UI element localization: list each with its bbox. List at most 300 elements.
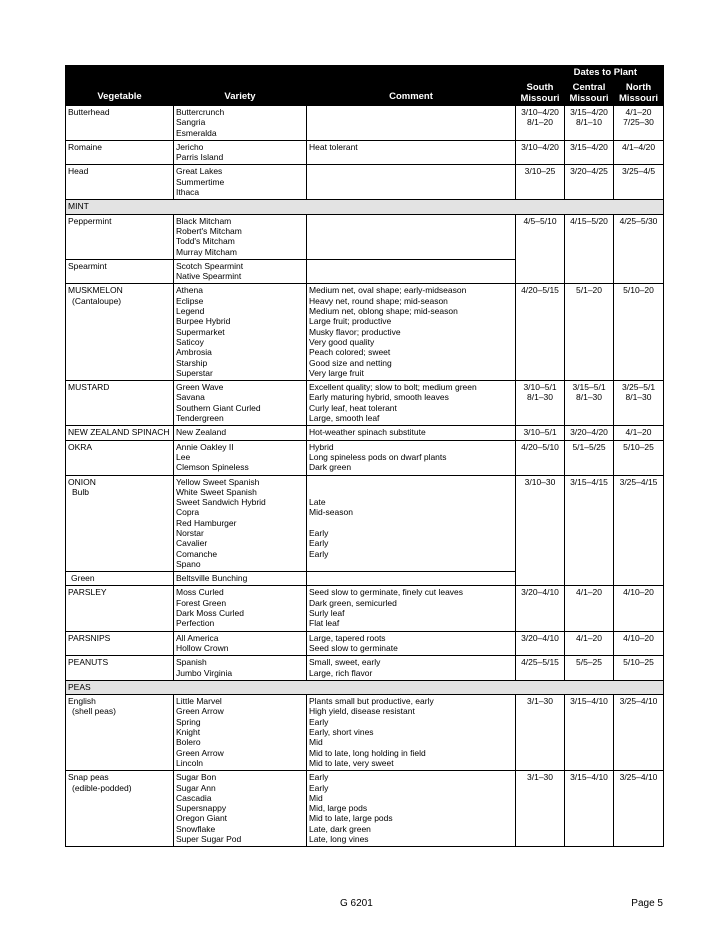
vegetable-cell-line: (edible-podded) [72, 782, 132, 793]
variety-cell-line: Tendergreen [176, 413, 224, 424]
vegetable-cell [66, 381, 174, 426]
comment-cell [307, 440, 516, 475]
variety-cell-line: Green Arrow [176, 747, 224, 758]
variety-cell-line: Comanche [176, 548, 218, 559]
vegetable-cell-line: PEANUTS [68, 657, 109, 668]
date-cell-north [614, 771, 664, 847]
variety-cell-line: Buttercrunch [176, 107, 225, 117]
comment-cell-line: Heavy net, round shape; mid-season [309, 295, 448, 306]
date-cell-central [565, 106, 614, 141]
comment-cell-line: Large, smooth leaf [309, 413, 380, 424]
variety-cell-line: Spano [176, 558, 201, 569]
variety-cell-line: Parris Island [176, 152, 224, 163]
variety-cell-line: Oregon Giant [176, 813, 228, 824]
comment-cell-line: Dark green, semicurled [309, 597, 397, 608]
vegetable-cell-line: Butterhead [68, 107, 110, 117]
comment-cell-line: Early [309, 782, 329, 793]
variety-cell [174, 106, 307, 141]
date-cell-north [614, 475, 664, 586]
comment-cell-line: Very large fruit [309, 367, 364, 378]
column-header-north-line1: North [625, 82, 652, 93]
variety-cell-line: Sangria [176, 117, 206, 128]
variety-cell-line: Copra [176, 507, 200, 518]
comment-cell-line: Early [309, 548, 329, 559]
date-cell-north-line: 4/10–20 [623, 587, 654, 598]
date-cell-central [565, 586, 614, 631]
date-cell-north [614, 586, 664, 631]
comment-cell-line: Seed slow to germinate, finely cut leaves [309, 587, 464, 598]
vegetable-cell [66, 259, 174, 284]
comment-cell-line: Small, sweet, early [309, 657, 381, 668]
table-row [66, 656, 664, 681]
date-cell-central-line: 8/1–10 [576, 117, 602, 128]
variety-cell-line: Supermarket [176, 326, 225, 337]
vegetable-cell-line: ONION [68, 476, 96, 487]
variety-cell [174, 284, 307, 381]
comment-cell-line: Early [309, 772, 329, 783]
variety-cell-line: Moss Curled [176, 587, 224, 598]
comment-cell-line: Early, short vines [309, 727, 374, 738]
table-row [66, 586, 664, 631]
variety-cell [174, 426, 307, 440]
date-cell-south [516, 695, 565, 771]
date-cell-north-line: 5/10–25 [623, 657, 654, 668]
vegetable-cell-line: Spearmint [68, 260, 107, 271]
vegetable-cell-line: Romaine [68, 141, 103, 152]
vegetable-cell-line: Peppermint [68, 215, 112, 226]
variety-cell-line: Murray Mitcham [176, 246, 237, 257]
date-cell-south [516, 440, 565, 475]
comment-cell-line: High yield, disease resistant [309, 706, 415, 717]
vegetable-cell [66, 440, 174, 475]
date-cell-north [614, 106, 664, 141]
comment-cell [307, 214, 516, 259]
vegetable-cell-line: MUSTARD [68, 382, 110, 393]
comment-cell-line: Plants small but productive, early [309, 696, 434, 707]
comment-cell-line: Early [309, 538, 329, 549]
date-cell-north-line: 3/25–4/10 [619, 696, 658, 707]
vegetable-cell [66, 106, 174, 141]
table-row [66, 214, 664, 259]
vegetable-cell-line: Head [68, 166, 89, 177]
date-cell-north-line: 3/25–4/15 [619, 476, 658, 487]
date-cell-south-line: 4/5–5/10 [523, 215, 557, 226]
comment-cell-line: Heat tolerant [309, 141, 358, 152]
date-cell-north-line: 4/10–20 [623, 632, 654, 643]
variety-cell-line: Green Arrow [176, 706, 224, 717]
section-label: MINT [66, 200, 664, 214]
comment-cell-line: Medium net, oval shape; early-midseason [309, 285, 467, 296]
table-row [66, 381, 664, 426]
column-header-central-line1: Central [572, 82, 606, 93]
variety-cell-line: Supersnappy [176, 803, 227, 814]
comment-cell-line [309, 518, 513, 528]
column-header-south [516, 81, 565, 106]
comment-cell-line: Hybrid [309, 441, 334, 452]
date-cell-north-line: 4/1–20 [625, 427, 652, 438]
vegetable-cell [66, 586, 174, 631]
column-header-central [565, 81, 614, 106]
vegetable-cell [66, 426, 174, 440]
vegetable-cell-line: PARSLEY [68, 587, 107, 598]
vegetable-cell [66, 771, 174, 847]
comment-cell-line: Mid [309, 792, 323, 803]
comment-cell [307, 586, 516, 631]
date-cell-south [516, 165, 565, 200]
variety-cell [174, 586, 307, 631]
variety-cell-line: Little Marvel [176, 696, 222, 707]
comment-cell-line: Large, rich flavor [309, 667, 373, 678]
variety-cell-line: Cavalier [176, 538, 208, 549]
variety-cell-line: Sweet Sandwich Hybrid [176, 497, 266, 508]
date-cell-central-line: 8/1–30 [576, 392, 602, 403]
comment-cell-line: Early maturing hybrid, smooth leaves [309, 392, 449, 403]
table-row [66, 631, 664, 656]
comment-cell-line: Hot-weather spinach substitute [309, 427, 426, 438]
vegetable-cell-line: MUSKMELON [68, 285, 123, 296]
variety-cell-line: Burpee Hybrid [176, 316, 231, 327]
comment-cell-line: Peach colored; sweet [309, 347, 391, 358]
comment-cell-line [309, 477, 513, 487]
variety-cell-line: Super Sugar Pod [176, 834, 242, 844]
date-cell-south-line: 3/1–30 [527, 696, 553, 707]
variety-cell-line: Lee [176, 451, 191, 462]
variety-cell [174, 631, 307, 656]
comment-cell [307, 771, 516, 847]
date-cell-south-line: 4/20–5/10 [521, 441, 559, 452]
column-header-north [614, 81, 664, 106]
variety-cell-line: Esmeralda [176, 127, 217, 138]
vegetable-cell [66, 695, 174, 771]
comment-cell-line: Long spineless pods on dwarf plants [309, 451, 447, 462]
column-header-north-line2: Missouri [618, 93, 659, 104]
date-cell-north-line: 5/10–20 [623, 285, 654, 296]
variety-cell-line: Eclipse [176, 295, 204, 306]
date-cell-north-line: 8/1–30 [625, 392, 652, 403]
date-cell-north [614, 214, 664, 284]
variety-cell [174, 165, 307, 200]
date-cell-south-line: 3/10–4/20 [521, 141, 559, 152]
comment-cell-line [309, 487, 513, 497]
page-footer [65, 898, 663, 912]
date-cell-south-line: 3/10–5/1 [523, 427, 557, 438]
comment-cell-line: Curly leaf, heat tolerant [309, 402, 397, 413]
date-cell-central [565, 440, 614, 475]
comment-cell [307, 165, 516, 200]
date-cell-north [614, 140, 664, 165]
comment-cell-line: Late, dark green [309, 823, 371, 834]
date-cell-central [565, 426, 614, 440]
comment-cell [307, 284, 516, 381]
variety-cell [174, 440, 307, 475]
comment-cell [307, 140, 516, 165]
date-cell-north [614, 656, 664, 681]
table-row [66, 695, 664, 771]
vegetable-cell [66, 572, 174, 586]
comment-cell-line: Mid to late, large pods [309, 813, 393, 824]
date-cell-central-line: 3/20–4/20 [570, 427, 608, 438]
variety-cell [174, 259, 307, 284]
date-cell-central [565, 381, 614, 426]
variety-cell-line: Jumbo Virginia [176, 667, 233, 678]
variety-cell-line: Ambrosia [176, 347, 212, 358]
vegetable-cell [66, 656, 174, 681]
variety-cell-line: Perfection [176, 618, 215, 629]
vegetable-cell-line: Bulb [72, 486, 90, 497]
vegetable-cell-line: Snap peas [68, 772, 109, 783]
variety-cell-line: All America [176, 632, 219, 643]
variety-cell [174, 140, 307, 165]
date-cell-central-line: 4/1–20 [576, 587, 602, 598]
date-cell-south [516, 381, 565, 426]
comment-cell-line: Medium net, oblong shape; mid-season [309, 306, 458, 317]
variety-cell-line: Black Mitcham [176, 215, 232, 226]
comment-cell-line: Mid-season [309, 507, 353, 518]
date-cell-north-line: 4/1–4/20 [621, 141, 656, 152]
date-cell-south [516, 214, 565, 284]
variety-cell-line: Scotch Spearmint [176, 260, 244, 271]
variety-cell-line: Hollow Crown [176, 642, 229, 653]
variety-cell-line: Spanish [176, 657, 207, 668]
table-row [66, 475, 664, 572]
vegetable-cell [66, 214, 174, 259]
planting-table-page [65, 65, 663, 847]
date-cell-north [614, 284, 664, 381]
variety-cell-line: Clemson Spineless [176, 462, 249, 473]
comment-cell-line: Mid [309, 737, 323, 748]
comment-cell-line: Dark green [309, 462, 352, 473]
date-cell-central [565, 771, 614, 847]
comment-cell-line: Late [309, 497, 326, 508]
date-cell-south [516, 284, 565, 381]
date-cell-central-line: 3/15–4/10 [570, 772, 608, 783]
variety-cell-line: Spring [176, 716, 201, 727]
variety-cell-line: Robert's Mitcham [176, 225, 242, 236]
comment-cell-line: Large fruit; productive [309, 316, 392, 327]
variety-cell-line: Yellow Sweet Spanish [176, 476, 260, 487]
date-cell-north [614, 426, 664, 440]
variety-cell-line: Starship [176, 357, 208, 368]
comment-cell [307, 631, 516, 656]
date-cell-central-line: 4/15–5/20 [570, 215, 608, 226]
date-cell-central [565, 631, 614, 656]
date-cell-central-line: 3/15–5/1 [572, 382, 606, 393]
date-cell-south [516, 140, 565, 165]
vegetable-cell [66, 631, 174, 656]
variety-cell-line: Lincoln [176, 757, 203, 768]
variety-cell-line: Athena [176, 285, 203, 296]
variety-cell-line: Knight [176, 727, 201, 738]
comment-cell-line: Early [309, 527, 329, 538]
comment-cell [307, 426, 516, 440]
date-cell-central [565, 695, 614, 771]
variety-cell-line: Cascadia [176, 792, 212, 803]
date-cell-south-line: 3/20–4/10 [521, 632, 559, 643]
header-row-top [66, 66, 664, 82]
comment-cell-line: Musky flavor; productive [309, 326, 401, 337]
date-cell-north-line: 4/1–20 [625, 107, 652, 117]
comment-cell [307, 572, 516, 586]
date-cell-north-line: 5/10–25 [623, 441, 654, 452]
vegetable-cell [66, 475, 174, 572]
comment-cell-line: Excellent quality; slow to bolt; medium green [309, 382, 477, 393]
date-cell-south-line: 3/10–30 [524, 476, 556, 487]
date-cell-central [565, 140, 614, 165]
variety-cell-line: Legend [176, 306, 205, 317]
variety-cell-line: Sugar Ann [176, 782, 216, 793]
vegetable-cell-line: English [68, 696, 96, 707]
comment-cell-line: Early [309, 716, 329, 727]
publication-code: G 6201 [340, 898, 373, 909]
variety-cell-line: New Zealand [176, 427, 227, 438]
comment-cell-line: Large, tapered roots [309, 632, 386, 643]
variety-cell-line: Red Hamburger [176, 517, 237, 528]
date-cell-south [516, 106, 565, 141]
variety-cell [174, 475, 307, 572]
date-cell-north [614, 440, 664, 475]
comment-cell-line: Surly leaf [309, 608, 345, 619]
column-header-dates-to-plant: Dates to Plant [516, 66, 664, 82]
date-cell-north [614, 165, 664, 200]
date-cell-south-line: 3/1–30 [527, 772, 553, 783]
comment-cell-line: Mid to late, long holding in field [309, 747, 426, 758]
section-row [66, 680, 664, 694]
variety-cell-line: Norstar [176, 527, 204, 538]
comment-cell-line [309, 559, 513, 569]
vegetable-cell [66, 140, 174, 165]
variety-cell-line: Superstar [176, 367, 213, 378]
date-cell-north [614, 631, 664, 656]
date-cell-central [565, 214, 614, 284]
column-header-vegetable: Vegetable [66, 66, 174, 106]
date-cell-south-line: 3/20–4/10 [521, 587, 559, 598]
variety-cell-line: Dark Moss Curled [176, 608, 245, 619]
variety-cell-line: Southern Giant Curled [176, 402, 261, 413]
variety-cell [174, 381, 307, 426]
comment-cell [307, 475, 516, 572]
vegetable-cell-line: OKRA [68, 441, 93, 452]
vegetable-cell-line: (shell peas) [72, 706, 116, 717]
date-cell-central [565, 475, 614, 586]
comment-cell-line: Mid, large pods [309, 803, 368, 814]
date-cell-north-line: 4/25–5/30 [619, 215, 658, 226]
variety-cell-line: Forest Green [176, 597, 227, 608]
date-cell-south-line: 3/10–5/1 [523, 382, 557, 393]
date-cell-south [516, 631, 565, 656]
variety-cell-line: Great Lakes [176, 166, 223, 177]
date-cell-south-line: 3/10–4/20 [521, 107, 559, 117]
date-cell-north-line: 3/25–4/10 [619, 772, 658, 783]
date-cell-south [516, 475, 565, 586]
vegetable-cell [66, 284, 174, 381]
date-cell-central-line: 3/15–4/15 [570, 476, 608, 487]
date-cell-north [614, 695, 664, 771]
date-cell-north-line: 3/25–4/5 [621, 166, 656, 177]
vegetable-cell-line: NEW ZEALAND SPINACH [68, 427, 170, 438]
date-cell-central [565, 656, 614, 681]
date-cell-central-line: 3/15–4/10 [570, 696, 608, 707]
vegetable-cell-line: (Cantaloupe) [72, 295, 122, 306]
comment-cell [307, 106, 516, 141]
date-cell-south [516, 656, 565, 681]
variety-cell [174, 771, 307, 847]
table-row [66, 284, 664, 381]
variety-cell-line: Annie Oakley II [176, 441, 234, 452]
column-header-south-line1: South [526, 82, 554, 93]
date-cell-south [516, 586, 565, 631]
page-number: Page 5 [631, 898, 663, 909]
variety-cell-line: Native Spearmint [176, 271, 242, 282]
variety-cell-line: Summertime [176, 176, 225, 187]
variety-cell [174, 656, 307, 681]
date-cell-central-line: 5/1–5/25 [572, 441, 606, 452]
variety-cell-line: Todd's Mitcham [176, 236, 235, 247]
variety-cell [174, 214, 307, 259]
date-cell-south-line: 4/20–5/15 [521, 285, 559, 296]
variety-cell [174, 572, 307, 586]
table-body [66, 106, 664, 847]
section-row [66, 200, 664, 214]
table-row [66, 165, 664, 200]
variety-cell-line: Bolero [176, 737, 201, 748]
comment-cell [307, 695, 516, 771]
comment-cell-line: Mid to late, very sweet [309, 757, 394, 768]
comment-cell [307, 259, 516, 284]
comment-cell-line: Seed slow to germinate [309, 642, 398, 653]
date-cell-central [565, 284, 614, 381]
variety-cell-line: Beltsville Bunching [176, 573, 248, 584]
date-cell-north-line: 7/25–30 [623, 117, 654, 128]
date-cell-south-line: 8/1–20 [527, 117, 553, 128]
section-label: PEAS [66, 680, 664, 694]
comment-cell-line: Late, long vines [309, 834, 369, 844]
table-row [66, 440, 664, 475]
date-cell-central-line: 5/1–20 [576, 285, 602, 296]
variety-cell-line: Sugar Bon [176, 772, 217, 783]
vegetable-cell [66, 165, 174, 200]
comment-cell-line: Good size and netting [309, 357, 392, 368]
date-cell-south-line: 8/1–30 [527, 392, 553, 403]
comment-cell [307, 381, 516, 426]
date-cell-central [565, 165, 614, 200]
date-cell-central-line: 3/15–4/20 [570, 107, 608, 117]
column-header-variety: Variety [174, 66, 307, 106]
table-row [66, 426, 664, 440]
variety-cell-line: Green Wave [176, 382, 224, 393]
date-cell-south [516, 426, 565, 440]
column-header-central-line2: Missouri [569, 93, 609, 104]
column-header-comment: Comment [307, 66, 516, 106]
date-cell-south-line: 4/25–5/15 [521, 657, 559, 668]
variety-cell-line: Snowflake [176, 823, 216, 834]
comment-cell-line: Flat leaf [309, 618, 340, 629]
variety-cell-line: Jericho [176, 141, 204, 152]
variety-cell-line: Saticoy [176, 336, 204, 347]
date-cell-north [614, 381, 664, 426]
vegetable-cell-line: PARSNIPS [68, 632, 111, 643]
comment-cell-line: Very good quality [309, 336, 375, 347]
variety-cell [174, 695, 307, 771]
date-cell-south-line: 3/10–25 [524, 166, 556, 177]
table-row [66, 140, 664, 165]
date-cell-south [516, 771, 565, 847]
date-cell-central-line: 3/15–4/20 [570, 141, 608, 152]
comment-cell [307, 656, 516, 681]
variety-cell-line: Savana [176, 392, 205, 403]
table-row [66, 106, 664, 141]
vegetable-cell-line: Green [71, 573, 95, 584]
date-cell-central-line: 3/20–4/25 [570, 166, 608, 177]
